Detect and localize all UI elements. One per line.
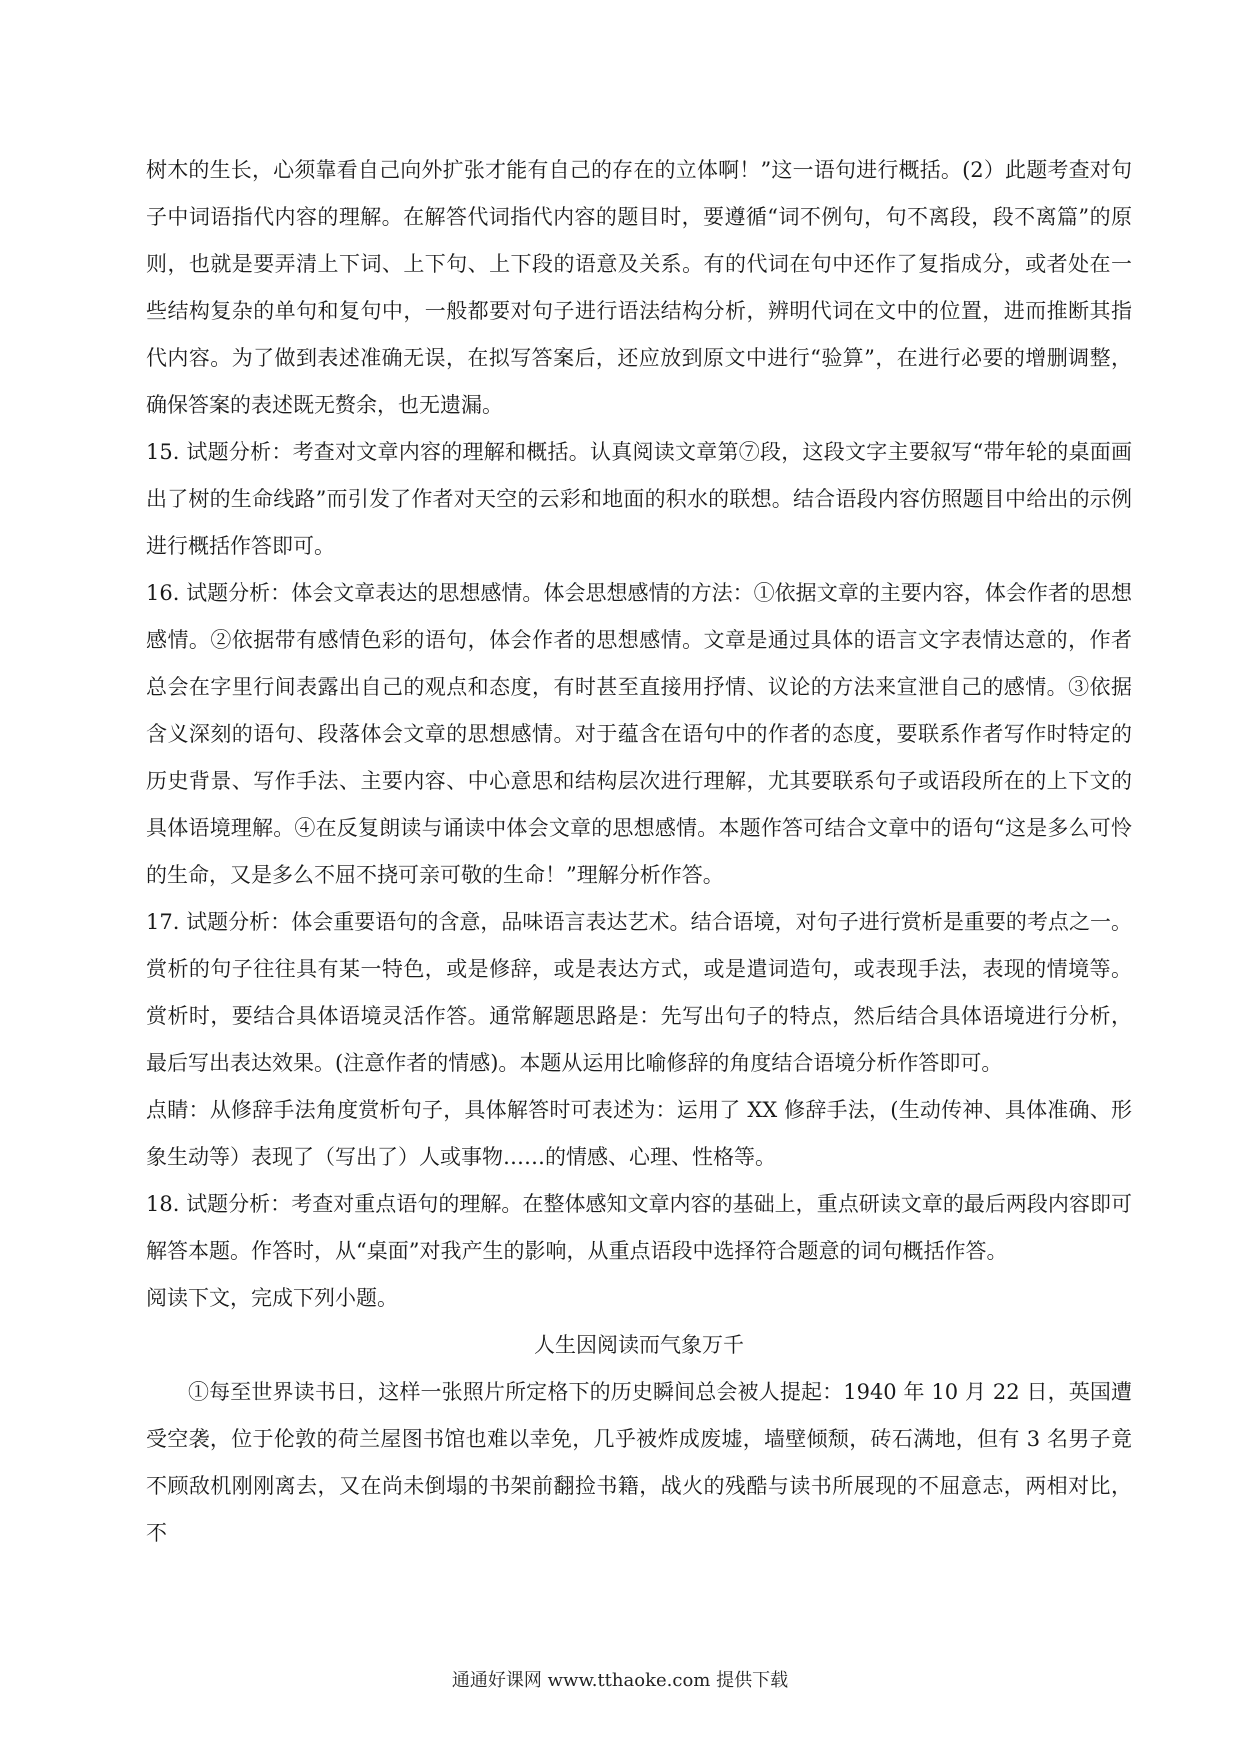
answer-paragraph-15: 15. 试题分析：考查对文章内容的理解和概括。认真阅读文章第⑦段，这段文字主要叙写“带年轮的桌面画出了树的生命线路”而引发了作者对天空的云彩和地面的积水的联想。结合语段内容仿照题目中给出的示例进行概括作答即可。 bbox=[146, 440, 1132, 558]
article-title: 人生因阅读而气象万千 bbox=[534, 1333, 744, 1357]
note-paragraph: 点睛：从修辞手法角度赏析句子，具体解答时可表述为：运用了 XX 修辞手法，(生动传神、具体准确、形象生动等）表现了（写出了）人或事物……的情感、心理、性格等。 bbox=[146, 1098, 1132, 1169]
article-paragraph: ①每至世界读书日，这样一张照片所定格下的历史瞬间总会被人提起：1940 年 10 月 22 日，英国遭受空袭，位于伦敦的荷兰屋图书馆也难以幸免，几乎被炸成废墟，墙壁倾颓，砖石满地，但有 3 名男子竟不顾敌机刚刚离去，又在尚未倒塌的书架前翻捡书籍，战火的残酷与读书所展现的不屈意志，两相对比，不 bbox=[146, 1380, 1132, 1545]
reading-instruction: 阅读下文，完成下列小题。 bbox=[146, 1286, 398, 1310]
answer-paragraph-continued: 树木的生长，心须靠看自己向外扩张才能有自己的存在的立体啊！”这一语句进行概括。(2）此题考查对句子中词语指代内容的理解。在解答代词指代内容的题目时，要遵循“词不例句，句不离段，段不离篇”的原则，也就是要弄清上下词、上下句、上下段的语意及关系。有的代词在句中还作了复指成分，或者处在一些结构复杂的单句和复句中，一般都要对句子进行语法结构分析，辨明代词在文中的位置，进而推断其指代内容。为了做到表述准确无误，在拟写答案后，还应放到原文中进行“验算”，在进行必要的增删调整，确保答案的表述既无赘余，也无遗漏。 bbox=[146, 158, 1132, 417]
document-body bbox=[146, 147, 1132, 1557]
answer-paragraph-18: 18. 试题分析：考查对重点语句的理解。在整体感知文章内容的基础上，重点研读文章的最后两段内容即可解答本题。作答时，从“桌面”对我产生的影响，从重点语段中选择符合题意的词句概括作答。 bbox=[146, 1192, 1132, 1263]
page-footer: 通通好课网 www.tthaoke.com 提供下载 bbox=[451, 1670, 789, 1691]
answer-paragraph-17: 17. 试题分析：体会重要语句的含意，品味语言表达艺术。结合语境，对句子进行赏析是重要的考点之一。赏析的句子往往具有某一特色，或是修辞，或是表达方式，或是遣词造句，或表现手法，表现的情境等。赏析时，要结合具体语境灵活作答。通常解题思路是：先写出句子的特点，然后结合具体语境进行分析，最后写出表达效果。(注意作者的情感)。本题从运用比喻修辞的角度结合语境分析作答即可。 bbox=[146, 910, 1132, 1075]
answer-paragraph-16: 16. 试题分析：体会文章表达的思想感情。体会思想感情的方法：①依据文章的主要内容，体会作者的思想感情。②依据带有感情色彩的语句，体会作者的思想感情。文章是通过具体的语言文字表情达意的，作者总会在字里行间表露出自己的观点和态度，有时甚至直接用抒情、议论的方法来宣泄自己的感情。③依据含义深刻的语句、段落体会文章的思想感情。对于蕴含在语句中的作者的态度，要联系作者写作时特定的历史背景、写作手法、主要内容、中心意思和结构层次进行理解，尤其要联系句子或语段所在的上下文的具体语境理解。④在反复朗读与诵读中体会文章的思想感情。本题作答可结合文章中的语句“这是多么可怜的生命，又是多么不屈不挠可亲可敬的生命！”理解分析作答。 bbox=[146, 581, 1132, 887]
